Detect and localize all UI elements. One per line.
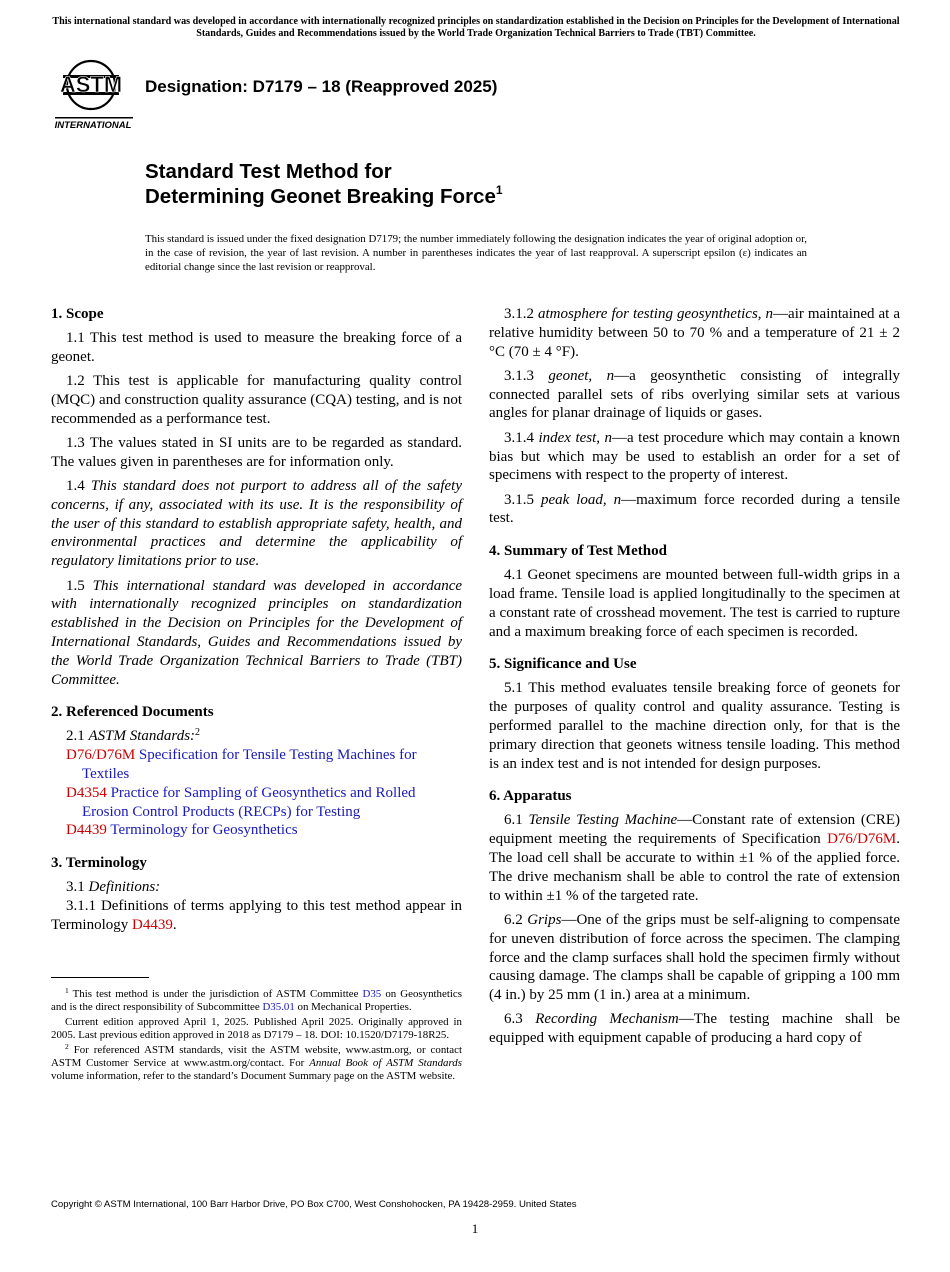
svg-text:ASTM: ASTM [59, 72, 123, 97]
page-number: 1 [471, 1221, 479, 1236]
right-column [489, 305, 900, 1054]
paragraph-6-3: 6.3 Recording Mechanism—The testing machine shall be equipped with equipment capable of producing a hard copy of [489, 1011, 900, 1047]
paragraph-4-1: 4.1 Geonet specimens are mounted between full-width grips in a load frame. Tensile load is applied longitudinally to the specimen at a constant rate of crosshead movement. The test is carried to rupture and a maximum breaking force of each specimen is recorded. [489, 567, 900, 640]
paragraph-1-4: 1.4 This standard does not purport to address all of the safety concerns, if any, associated with its use. It is the responsibility of the user of this standard to establish appropriate safety, health, and environmental practices and determine the applicability of regulatory limitations prior to use. [51, 478, 463, 570]
reference-d4439[interactable]: D4439 Terminology for Geosynthetics [66, 822, 298, 839]
paragraph-5-1: 5.1 This method evaluates tensile breaking force of geonets for the purposes of quality control and quality assurance. Testing is performed parallel to the machine direction only, for that is the primary direction that geonets witness tensile loading. This method is an index test and is not intended for design purposes. [489, 680, 900, 772]
astm-logo [53, 57, 135, 131]
header-notice: This international standard was developed in accordance with internationally recognized principles on standardization established in the Decision on Principles for the Development of International Standards, Guides and Recommendations issued by the World Trade Organization Technical Barriers to Trade (TBT) Committee. [52, 16, 900, 39]
link-d35-01[interactable]: D35.01 [262, 1001, 295, 1014]
definition-3-1-3: 3.1.3 geonet, n—a geosynthetic consisting of integrally connected parallel sets of ribs overlying similar sets at various angles for planar drainage of liquids or gases. [489, 367, 901, 422]
section-heading-terminology: 3. Terminology [51, 855, 147, 872]
copyright-notice: Copyright © ASTM International, 100 Barr Harbor Drive, PO Box C700, West Conshohocken, PA 19428-2959. United States [51, 1199, 577, 1210]
title-line-2 [145, 184, 503, 209]
left-column [51, 305, 462, 940]
section-heading-apparatus: 6. Apparatus [489, 788, 572, 805]
reference-d4354[interactable]: D4354 Practice for Sampling of Geosynthetics and Rolled Erosion Control Products (RECPs) for Testing [66, 784, 416, 820]
title-line-1: Standard Test Method for [145, 160, 392, 183]
designation: Designation: D7179 – 18 (Reapproved 2025) [145, 77, 498, 96]
paragraph-3-1-1: 3.1.1 Definitions of terms applying to this test method appear in Terminology D4439. [51, 897, 462, 933]
footnote-divider [51, 977, 149, 978]
reference-d76[interactable]: D76/D76M Specification for Tensile Testing Machines for Textiles [66, 747, 417, 782]
paragraph-6-1: 6.1 Tensile Testing Machine—Constant rate of extension (CRE) equipment meeting the requirements of Specification D76/D76M. The load cell shall be accurate to within ±1 % of the applied force. The drive mechanism shall be able to control the rate of extension to within ±1 % of the targeted rate. [489, 812, 901, 904]
document-title [145, 159, 503, 209]
definition-3-1-2: 3.1.2 atmosphere for testing geosynthetics, n—air maintained at a relative humidity between 50 to 70 % and a temperature of 21 ± 2 °C (70 ± 4 °F). [489, 306, 901, 360]
link-d35[interactable]: D35 [362, 988, 382, 1000]
paragraph-6-2: 6.2 Grips—One of the grips must be self-aligning to compensate for uneven distribution of force across the specimen. The clamping force and the clamp surfaces shall hold the specimen firmly without causing damage. The clamps shall be capable of gripping a 100 mm (4 in.) by 25 mm (1 in.) area at a minimum. [489, 911, 900, 1004]
link-d76[interactable]: D76/D76M [827, 831, 897, 848]
paragraph-1-3: 1.3 The values stated in SI units are to be regarded as standard. The values given in parentheses are for information only. [51, 434, 462, 470]
definition-3-1-5: 3.1.5 peak load, n—maximum force recorded during a tensile test. [489, 491, 901, 527]
title-text: Determining Geonet Breaking Force [145, 185, 496, 208]
footnote-1: $^1$ This test method is under the jurisdiction of ASTM Committee D35 on Geosynthetics and is the direct responsibility of Subcommittee D35.01 on Mechanical Properties. [51, 986, 462, 1014]
paragraph-1-5: 1.5 This international standard was developed in accordance with internationally recognized principles on standardization established in the Decision on Principles for the Development of International Standards, Guides and Recommendations issued by the World Trade Organization Technical Barriers to Trade (TBT) Committee. [51, 577, 463, 688]
section-heading-scope: 1. Scope [51, 306, 104, 322]
paragraph-1-1: 1.1 This test method is used to measure the breaking force of a geonet. [51, 330, 462, 365]
section-heading-summary: 4. Summary of Test Method [489, 543, 667, 560]
svg-text:INTERNATIONAL: INTERNATIONAL [54, 120, 132, 131]
section-heading-significance: 5. Significance and Use [489, 656, 637, 673]
footnotes [51, 988, 462, 1085]
footnote-1-edition: Current edition approved April 1, 2025. Published April 2025. Originally approved in 2005. Last previous edition approved in 2018 as D7179 – 18. DOI: 10.1520/D7179-18R25. [51, 1015, 462, 1042]
paragraph-3-1: 3.1 Definitions: [66, 879, 161, 896]
link-d4439[interactable]: D4439 [132, 916, 173, 933]
paragraph-1-2: 1.2 This test is applicable for manufacturing quality control (MQC) and construction quality assurance (CQA) testing, and is not recommended as a performance test. [51, 373, 462, 427]
section-heading-referenced-documents: 2. Referenced Documents [51, 704, 214, 721]
issued-statement: This standard is issued under the fixed designation D7179; the number immediately following the designation indicates the year of original adoption or, in the case of revision, the year of last revision. A number in parentheses indicates the year of last reapproval. A superscript epsilon (ε) indicates an editorial change since the last revision or reapproval. [145, 233, 807, 273]
definition-3-1-4: 3.1.4 index test, n—a test procedure which may contain a known bias but which may be used to establish an order for a set of specimens with respect to the property of interest. [489, 429, 900, 484]
title-footnote-mark: 1 [495, 183, 503, 197]
paragraph-2-1: 2.1 ASTM Standards:$^2$ [66, 727, 201, 745]
footnote-2: $^2$ For referenced ASTM standards, visit the ASTM website, www.astm.org, or contact ASTM Customer Service at www.astm.org/contact. For Annual Book of ASTM Standards volume information, refer to the standard’s Document Summary page on the ASTM website. [51, 1041, 462, 1083]
